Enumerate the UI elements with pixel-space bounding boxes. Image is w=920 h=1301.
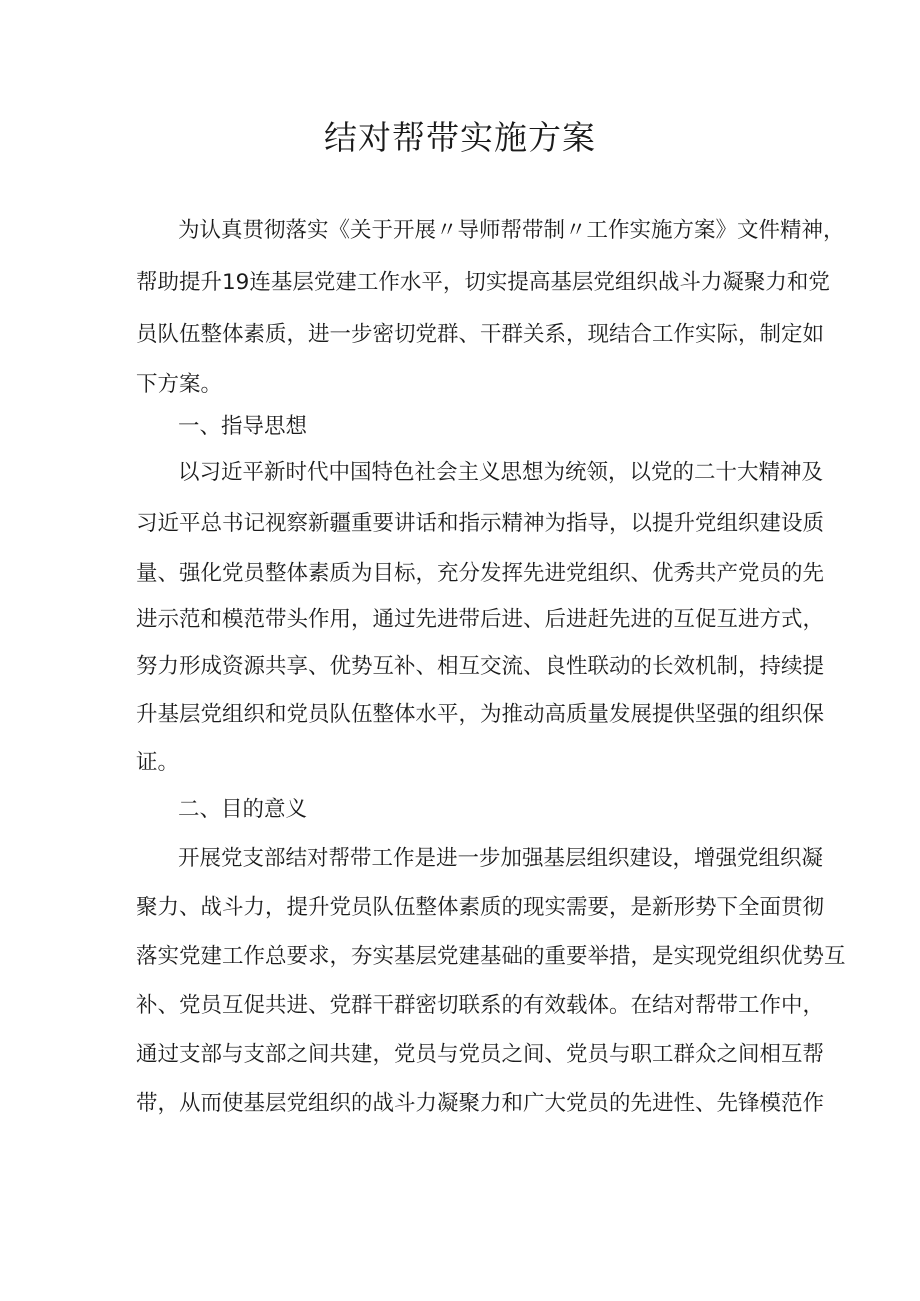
paragraph-line: 以习近平新时代中国特色社会主义思想为统领，以党的二十大精神及	[178, 460, 824, 485]
section-heading: 一、指导思想	[178, 414, 308, 439]
paragraph-line: 证。	[136, 750, 180, 775]
paragraph-line: 为认真贯彻落实《关于开展〃导师帮带制〃工作实施方案》文件精神，	[178, 218, 845, 243]
paragraph-line: 带，从而使基层党组织的战斗力凝聚力和广大党员的先进性、先锋模范作	[136, 1091, 825, 1116]
paragraph-line: 进示范和模范带头作用，通过先进带后进、后进赶先进的互促互进方式，	[136, 607, 825, 632]
section-heading: 二、目的意义	[178, 797, 308, 822]
paragraph-line: 补、党员互促共进、党群干群密切联系的有效载体。在结对帮带工作中，	[136, 993, 825, 1018]
paragraph-line: 习近平总书记视察新疆重要讲话和指示精神为指导，以提升党组织建设质	[136, 511, 825, 536]
paragraph-line: 开展党支部结对帮带工作是进一步加强基层组织建设，增强党组织凝	[178, 846, 824, 871]
paragraph-line: 量、强化党员整体素质为目标，充分发挥先进党组织、优秀共产党员的先	[136, 561, 825, 586]
paragraph-line: 帮助提升19连基层党建工作水平，切实提高基层党组织战斗力凝聚力和党	[136, 270, 830, 295]
paragraph-line: 员队伍整体素质，进一步密切党群、干群关系，现结合工作实际，制定如	[136, 322, 825, 347]
paragraph-line: 努力形成资源共享、优势互补、相互交流、良性联动的长效机制，持续提	[136, 654, 825, 679]
paragraph-line: 通过支部与支部之间共建，党员与党员之间、党员与职工群众之间相互帮	[136, 1042, 825, 1067]
document-title: 结对帮带实施方案	[324, 118, 596, 157]
paragraph-line: 升基层党组织和党员队伍整体水平，为推动高质量发展提供坚强的组织保	[136, 702, 825, 727]
paragraph-line: 下方案。	[136, 372, 223, 397]
paragraph-line: 落实党建工作总要求，夯实基层党建基础的重要举措，是实现党组织优势互	[136, 944, 846, 969]
paragraph-line: 聚力、战斗力，提升党员队伍整体素质的现实需要，是新形势下全面贯彻	[136, 895, 825, 920]
